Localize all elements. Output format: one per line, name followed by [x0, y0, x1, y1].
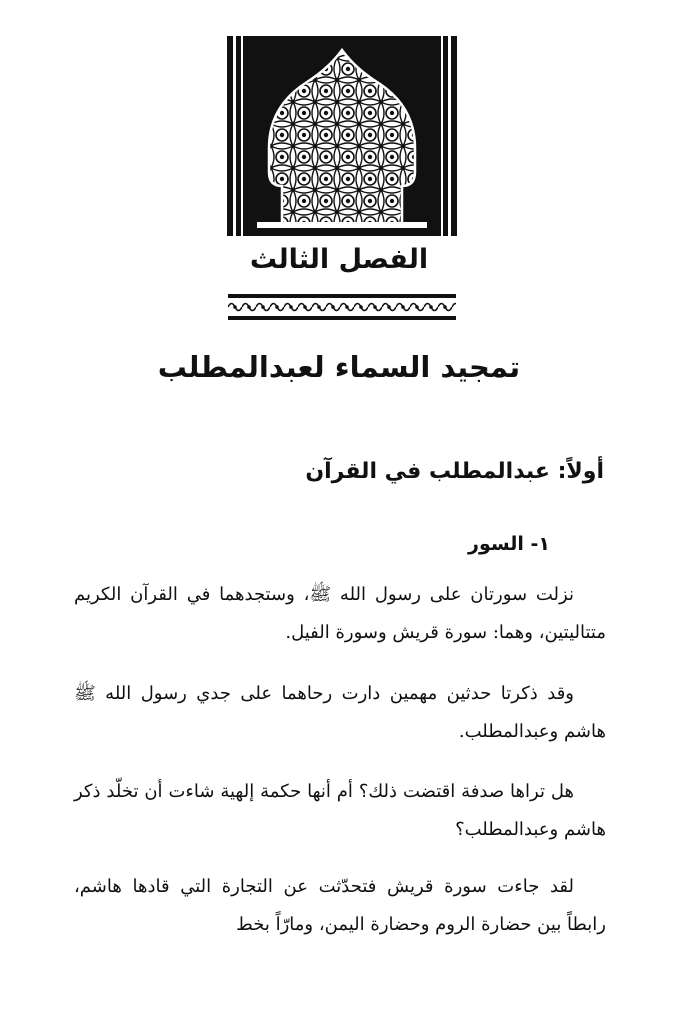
decorative-band-divider-icon	[228, 294, 456, 320]
paragraph: هل تراها صدفة اقتضت ذلك؟ أم أنها حكمة إلهية شاءت أن تخلّد ذكر هاشم وعبدالمطلب؟	[74, 781, 606, 840]
chapter-label: الفصل الثالث	[249, 244, 429, 275]
paragraph: وقد ذكرتا حدثين مهمين دارت رحاهما على جدي رسول الله ﷺ هاشم وعبدالمطلب.	[74, 683, 606, 742]
sub-heading: ١- السور	[468, 533, 550, 555]
arabesque-arch-ornament-icon	[227, 36, 457, 236]
chapter-title: تمجيد السماء لعبدالمطلب	[157, 350, 521, 384]
section-heading: أولاً: عبدالمطلب في القرآن	[305, 459, 604, 484]
paragraph: لقد جاءت سورة قريش فتحدّثت عن التجارة التي قادها هاشم، رابطاً بين حضارة الروم وحضارة اليمن، ومارّاً بخط	[74, 876, 606, 935]
paragraph: نزلت سورتان على رسول الله ﷺ، وستجدهما في القرآن الكريم متتاليتين، وهما: سورة قريش وسورة الفيل.	[74, 584, 606, 643]
